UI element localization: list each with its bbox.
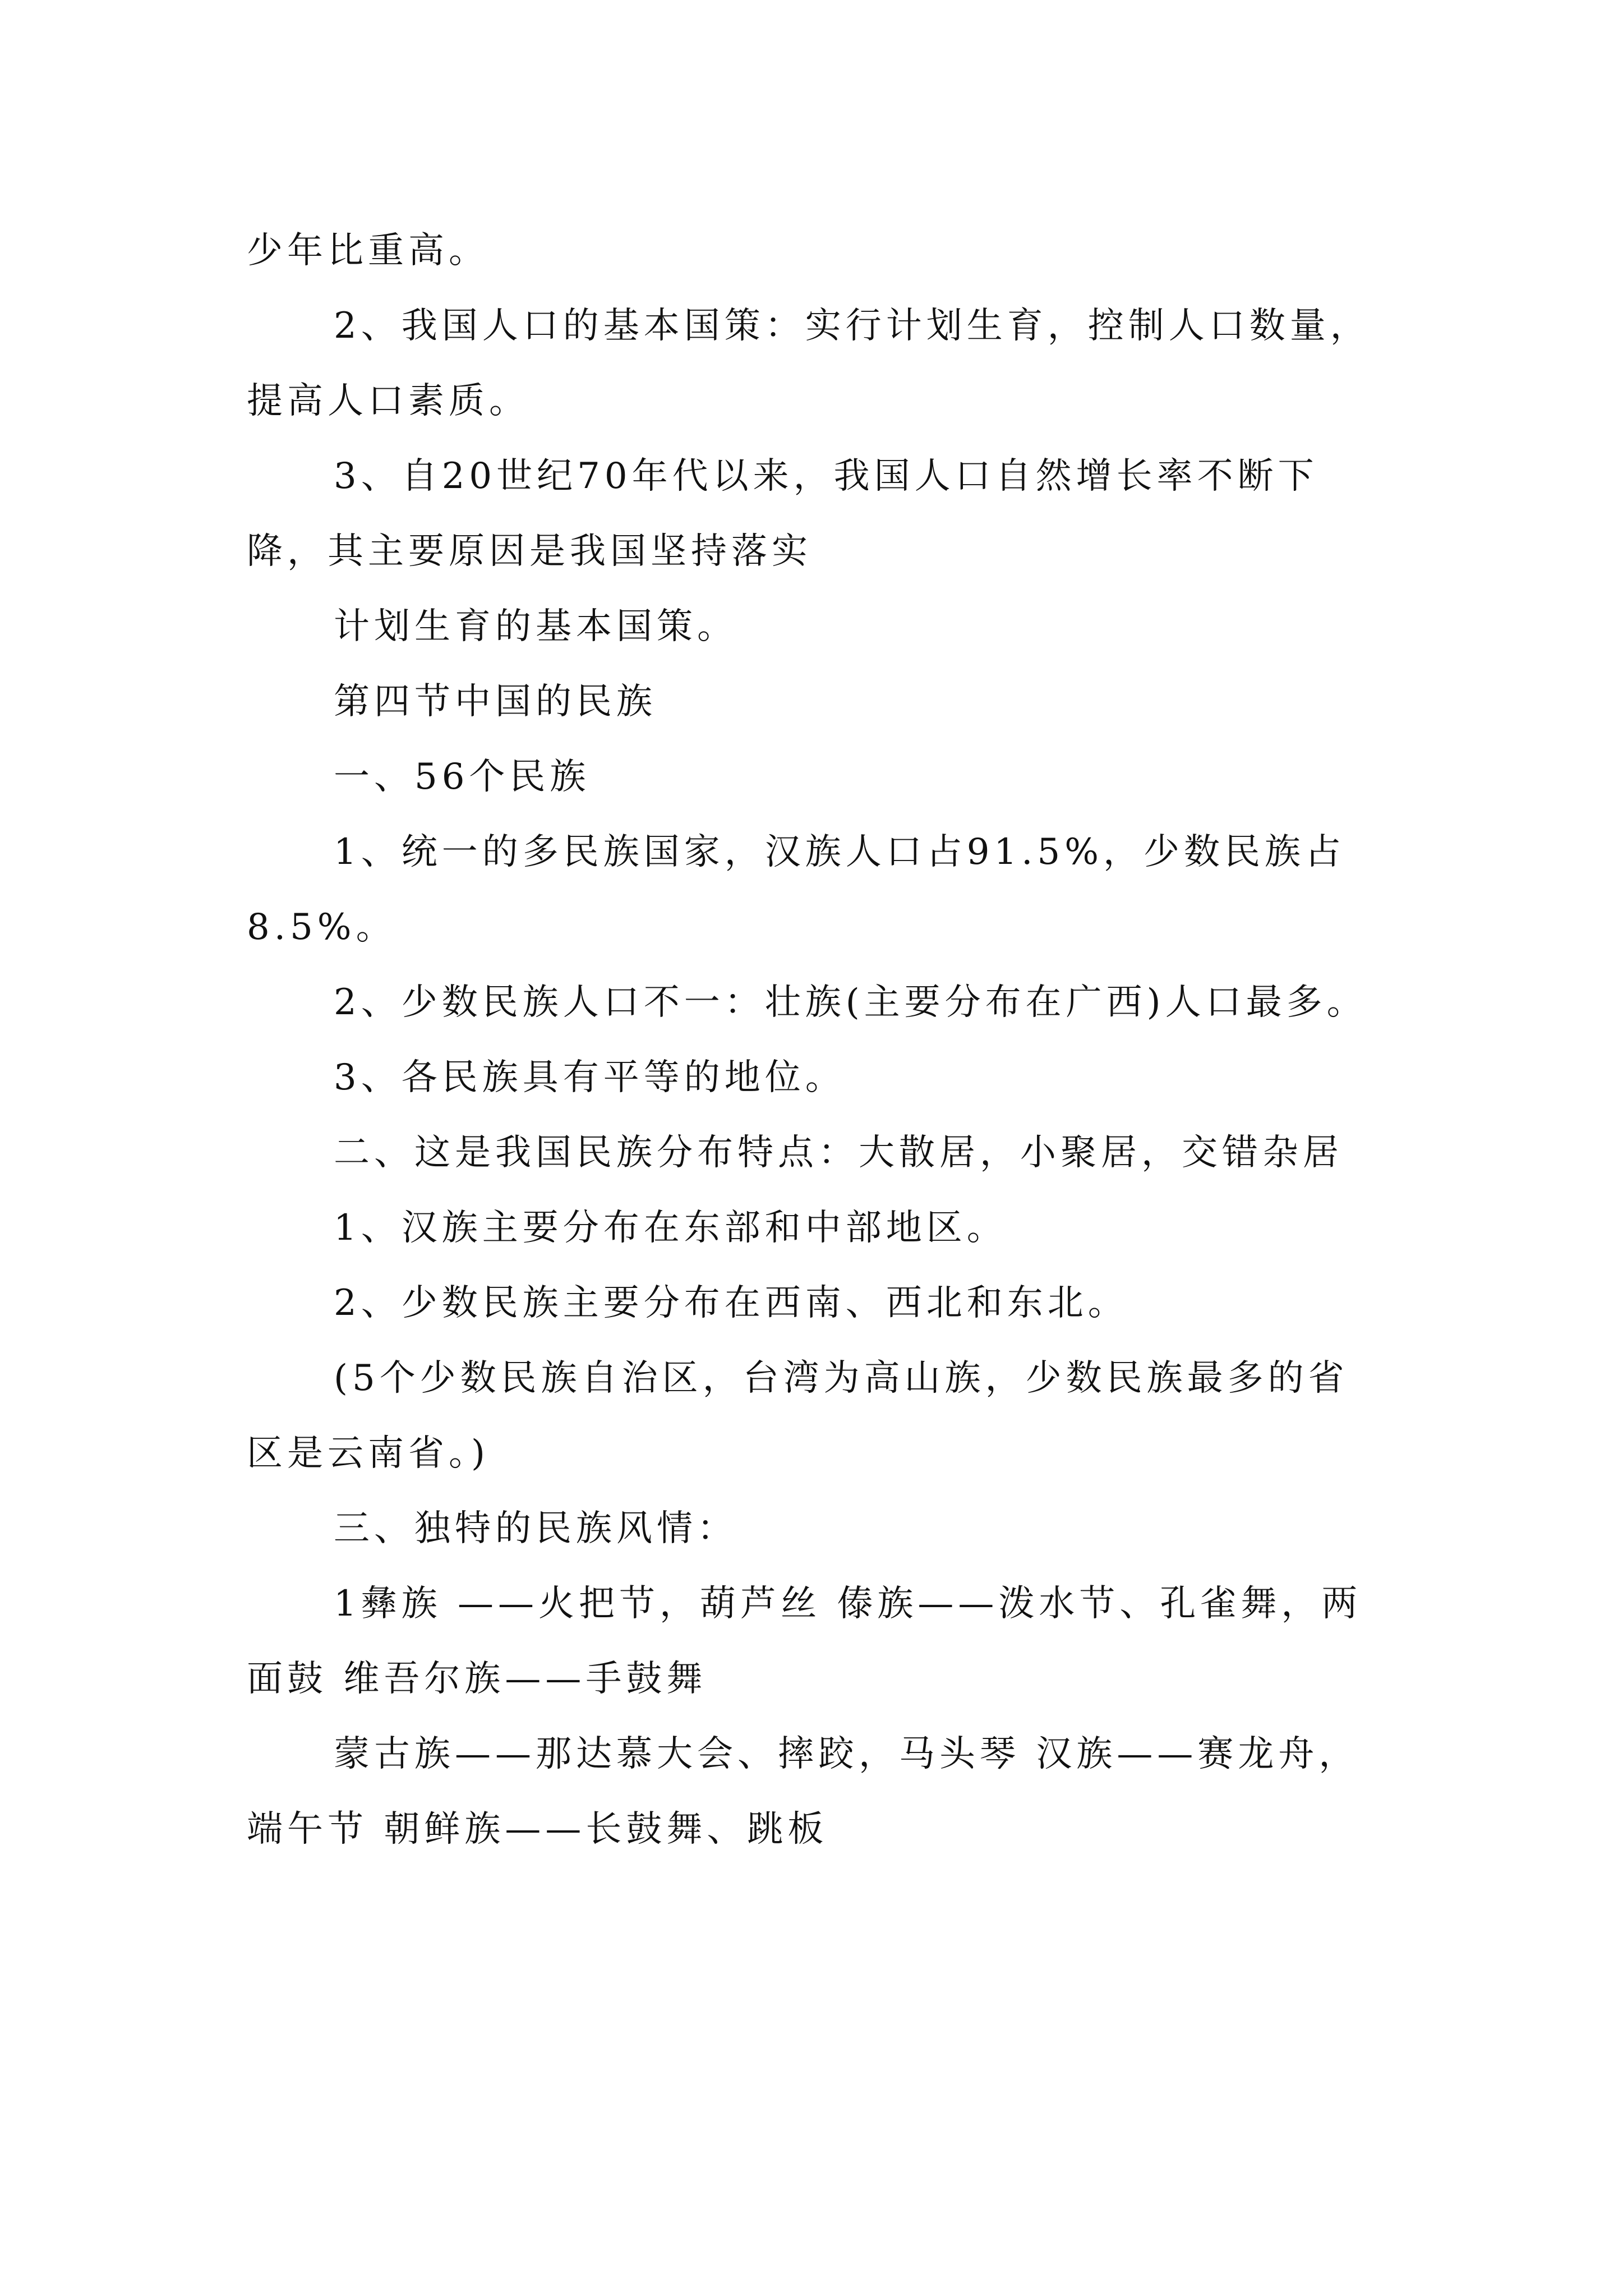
subheading-2: 二、这是我国民族分布特点：大散居，小聚居，交错杂居	[334, 1132, 1343, 1174]
paragraph-8: 2、少数民族人口不一：壮族(主要分布在广西)人口最多。	[334, 982, 1367, 1023]
section-heading: 第四节中国的民族	[334, 681, 657, 723]
paragraph-11: 1、汉族主要分布在东部和中部地区。	[334, 1207, 1007, 1249]
paragraph-12: 2、少数民族主要分布在西南、西北和东北。	[334, 1282, 1128, 1324]
paragraph-16: 蒙古族——那达慕大会、摔跤，马头琴 汉族——赛龙舟，端午节 朝鲜族——长鼓舞、跳板	[247, 1733, 1359, 1850]
paragraph-1: 少年比重高。	[247, 230, 489, 272]
paragraph-7: 1、统一的多民族国家，汉族人口占91.5%，少数民族占8.5%。	[247, 831, 1346, 948]
subheading-1: 一、56个民族	[334, 756, 591, 798]
paragraph-2: 2、我国人口的基本国策：实行计划生育，控制人口数量，提高人口素质。	[247, 305, 1371, 422]
paragraph-15: 1彝族 ——火把节，葫芦丝 傣族——泼水节、孔雀舞，两面鼓 维吾尔族——手鼓舞	[247, 1583, 1362, 1700]
paragraph-9: 3、各民族具有平等的地位。	[334, 1057, 846, 1098]
subheading-3: 三、独特的民族风情：	[334, 1508, 737, 1549]
paragraph-13: (5个少数民族自治区，台湾为高山族，少数民族最多的省区是云南省。)	[247, 1358, 1349, 1474]
document-body	[247, 213, 1385, 1867]
paragraph-3: 3、自20世纪70年代以来，我国人口自然增长率不断下降，其主要原因是我国坚持落实	[247, 455, 1318, 572]
paragraph-4: 计划生育的基本国策。	[334, 606, 737, 647]
